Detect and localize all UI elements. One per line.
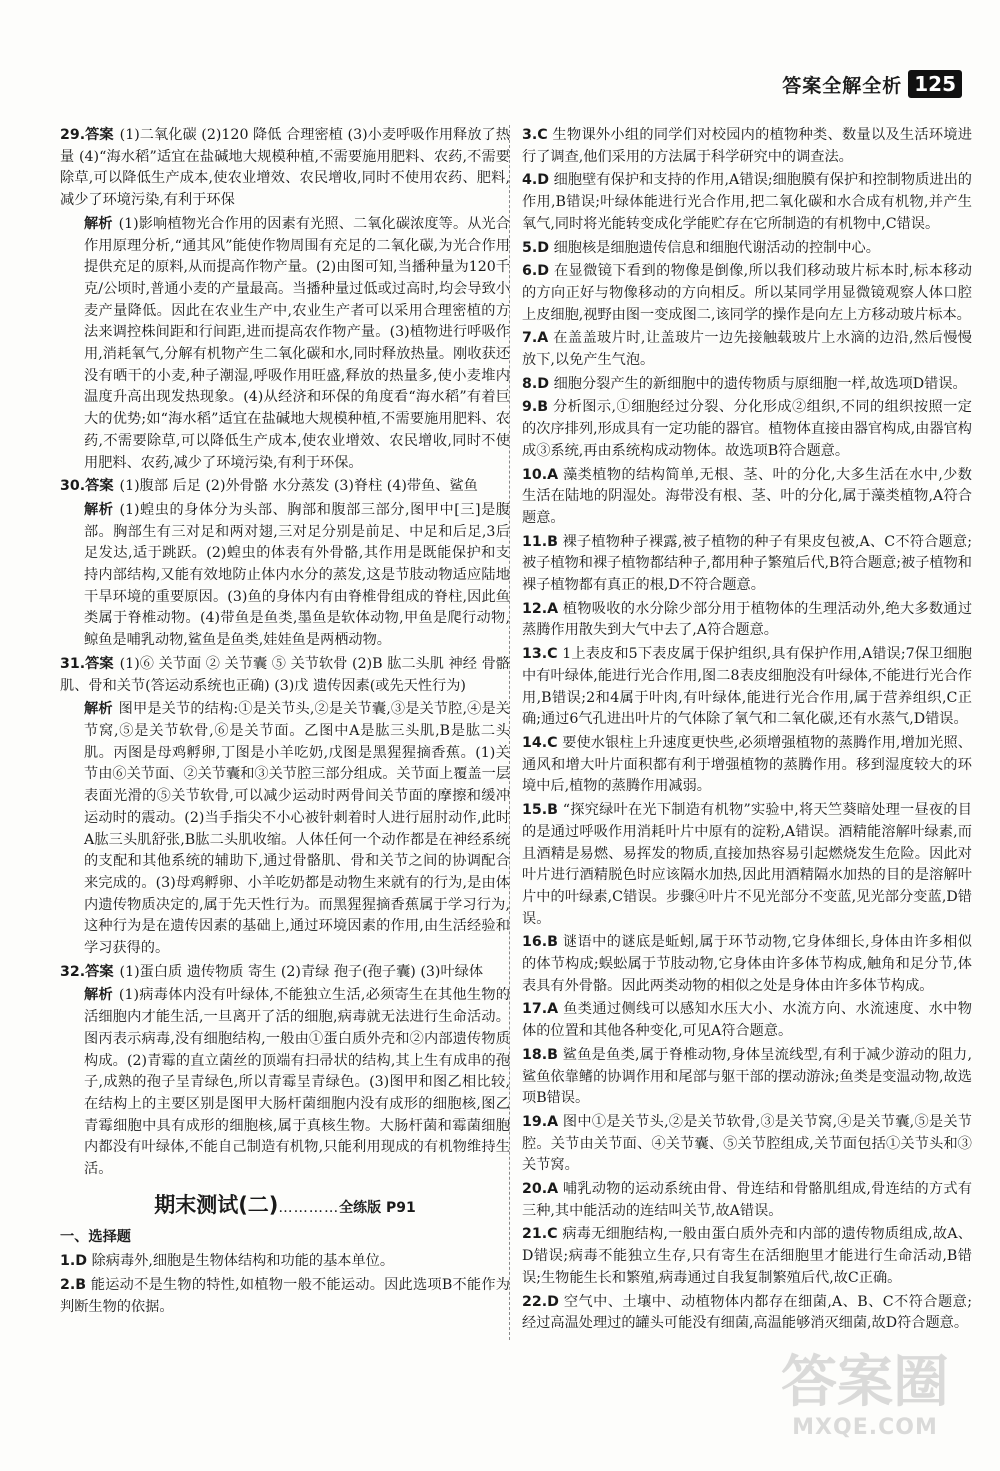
answer-label: 答案 bbox=[85, 127, 114, 143]
choice-number: 13.C bbox=[522, 646, 558, 663]
choice-number: 8.D bbox=[522, 375, 550, 392]
answer-entry bbox=[60, 962, 510, 984]
choice-entry bbox=[522, 644, 972, 731]
choice-number: 19.A bbox=[522, 1113, 559, 1130]
choice-number: 16.B bbox=[522, 934, 558, 951]
choice-entry bbox=[522, 932, 972, 997]
choice-text: 生物课外小组的同学们对校园内的植物种类、数量以及生活环境进行了调查,他们采用的方法属于科学研究中的调查法。 bbox=[522, 127, 972, 165]
choice-entry bbox=[522, 1045, 972, 1110]
choice-number: 17.A bbox=[522, 1001, 559, 1018]
choice-number: 9.B bbox=[522, 399, 549, 416]
choice-number: 4.D bbox=[522, 172, 550, 189]
choice-entry bbox=[522, 261, 972, 326]
choice-text: 植物吸收的水分除少部分用于植物体的生理活动外,绝大多数通过蒸腾作用散失到大气中去了,A符合题意。 bbox=[522, 600, 973, 639]
question-number: 32. bbox=[60, 963, 86, 980]
entry-text: (1)蝗虫的身体分为头部、胸部和腹部三部分,图甲中[三]是腹部。胸部生有三对足和两对翅,三对足分别是前足、中足和后足,3后足发达,适于跳跃。(2)蝗虫的体表有外骨骼,其作用是既能保护和支持内部结构,又能有效地防止体内水分的蒸发,这是节肢动物适应陆地干旱环境的重要原因。(3)鱼的身体内有由脊椎骨组成的脊柱,因此鱼类属于脊椎动物。(4)带鱼是鱼类,墨鱼是软体动物,甲鱼是爬行动物,鲸鱼是哺乳动物,鲨鱼是鱼类,娃娃鱼是两栖动物。 bbox=[84, 501, 510, 649]
choice-entry bbox=[522, 800, 972, 930]
choice-text: 谜语中的谜底是蚯蚓,属于环节动物,它身体细长,身体由许多相似的体节构成;蜈蚣属于节肢动物,它身体由许多体节构成,触角和足分节,体表具有外骨骼。因此两类动物的相似之处是身体由许多体节构成。 bbox=[522, 934, 972, 994]
choice-entry bbox=[522, 238, 972, 260]
choice-entry bbox=[522, 532, 972, 597]
section-title: 一、选择题 bbox=[60, 1229, 131, 1246]
exam-title bbox=[60, 1192, 510, 1220]
choice-number: 21.C bbox=[522, 1226, 558, 1243]
page-number: 125 bbox=[908, 70, 962, 98]
choice-entry bbox=[522, 1179, 972, 1222]
left-column bbox=[60, 125, 510, 1320]
choice-number: 15.B bbox=[522, 802, 558, 819]
answer-entry bbox=[60, 214, 510, 474]
right-column bbox=[522, 125, 972, 1337]
choice-entry bbox=[522, 733, 972, 798]
answer-entry bbox=[60, 476, 510, 498]
choice-entry bbox=[522, 170, 972, 235]
answer-label: 答案 bbox=[85, 478, 114, 495]
choice-text: 要使水银柱上升速度更快些,必须增强植物的蒸腾作用,增加光照、通风和增大叶片面积都有利于增强植物的蒸腾作用。移到湿度较大的环境中后,植物的蒸腾作用减弱。 bbox=[522, 734, 972, 795]
analysis-label: 解析 bbox=[84, 215, 113, 232]
choice-entry bbox=[522, 328, 972, 371]
choice-entry bbox=[522, 599, 972, 642]
choice-entry bbox=[522, 374, 972, 396]
choice-number: 20.A bbox=[522, 1181, 559, 1198]
choice-number: 22.D bbox=[522, 1293, 559, 1310]
choice-entry bbox=[522, 397, 972, 462]
choice-number: 5.D bbox=[522, 239, 550, 256]
answer-entry bbox=[60, 125, 510, 212]
exam-title-text: 期末测试(二) bbox=[154, 1192, 279, 1217]
answer-entry bbox=[60, 500, 510, 652]
analysis-label: 解析 bbox=[84, 987, 113, 1004]
choice-number: 6.D bbox=[522, 263, 550, 280]
question-number: 29. bbox=[60, 127, 86, 143]
choice-text: 鱼类通过侧线可以感知水压大小、水流方向、水流速度、水中物体的位置和其他各种变化,可见A符合题意。 bbox=[522, 1001, 972, 1040]
watermark-url: MXQE.COM bbox=[792, 1415, 938, 1440]
answer-entry bbox=[60, 699, 510, 959]
choice-text: 在盖盖玻片时,让盖玻片一边先接触载玻片上水滴的边沿,然后慢慢放下,以免产生气泡。 bbox=[522, 330, 972, 369]
choice-text: 1上表皮和5下表皮属于保护组织,具有保护作用,A错误;7保卫细胞中有叶绿体,能进行光合作用,图二8表皮细胞没有叶绿体,不能进行光合作用,B错误;2和4属于叶肉,有叶绿体,能进行光合作用,属于营养组织,C正确;通过6气孔进出叶片的气体除了氧气和二氧化碳,还有水蒸气,D错误。 bbox=[522, 646, 972, 728]
choice-text: 分析图示,①细胞经过分裂、分化形成②组织,不同的组织按照一定的次序排列,形成具有一定功能的器官。植物体直接由器官构成,由器官构成③系统,再由系统构成动物体。故选项B符合题意。 bbox=[522, 399, 972, 459]
choice-entry bbox=[522, 1224, 972, 1289]
choice-number: 11.B bbox=[522, 533, 558, 550]
entry-text: (1)影响植物光合作用的因素有光照、二氧化碳浓度等。从光合作用原理分析,“通其风”能使作物周围有充足的二氧化碳,为光合作用提供充足的原料,从而提高作物产量。(2)由图可知,当播种量为120千克/公顷时,普通小麦的产量最高。当播种量过低或过高时,均会导致小麦产量降低。因此在农业生产中,农业生产者可以采用合理密植的方法来调控株间距和行间距,进而提高农作物产量。(3)植物进行呼吸作用,消耗氧气,分解有机物产生二氧化碳和水,同时释放热量。刚收获还没有晒干的小麦,种子潮湿,呼吸作用旺盛,释放的热量多,使小麦堆内温度升高出现发热现象。(4)从经济和环保的角度看“海水稻”有着巨大的优势;如“海水稻”适宜在盐碱地大规模种植,不需要施用肥料、农药,不需要除草,可以降低生产成本,使农业增效、农民增收,同时不使用肥料、农药,减少了环境污染,有利于环保。 bbox=[84, 215, 510, 471]
answer-label: 答案 bbox=[85, 655, 114, 672]
choice-number: 3.C bbox=[522, 127, 548, 143]
analysis-label: 解析 bbox=[84, 701, 113, 718]
answer-label: 答案 bbox=[85, 963, 114, 980]
entry-text: (1)⑥ 关节面 ② 关节囊 ⑤ 关节软骨 (2)B 肱二头肌 神经 骨骼肌、骨和关节(答运动系统也正确) (3)戊 遗传因素(或先天性行为) bbox=[60, 655, 510, 694]
choice-text: 空气中、土壤中、动植物体内都存在细菌,A、B、C不符合题意;经过高温处理过的罐头可能没有细菌,高温能够消灭细菌,故D符合题意。 bbox=[522, 1293, 972, 1332]
choice-entry bbox=[60, 1251, 510, 1273]
choice-entry bbox=[522, 125, 972, 168]
choice-text: 鲨鱼是鱼类,属于脊椎动物,身体呈流线型,有利于减少游动的阻力,鲨鱼依靠鳍的协调作用和尾部与躯干部的摆动游泳;鱼类是变温动物,故选项B错误。 bbox=[522, 1046, 973, 1107]
choice-text: 藻类植物的结构简单,无根、茎、叶的分化,大多生活在水中,少数生活在陆地的阴湿处。海带没有根、茎、叶的分化,属于藻类植物,A符合题意。 bbox=[522, 466, 972, 526]
choice-entry bbox=[522, 1292, 972, 1335]
exam-title-dots: ………… bbox=[278, 1199, 340, 1216]
choice-entry bbox=[522, 1112, 972, 1177]
analysis-label: 解析 bbox=[84, 501, 114, 518]
question-number: 30. bbox=[60, 478, 86, 495]
choice-text: 裸子植物种子裸露,被子植物的种子有果皮包被,A、C不符合题意;被子植物和裸子植物都结种子,都用种子繁殖后代,B符合题意;被子植物和裸子植物都有真正的根,D不符合题意。 bbox=[522, 533, 972, 594]
entry-text: (1)二氧化碳 (2)120 降低 合理密植 (3)小麦呼吸作用释放了热量 (4)“海水稻”适宜在盐碱地大规模种植,不需要施用肥料、农药,不需要除草,可以降低生产成本,使农业增效、农民增收,同时不使用农药、肥料,减少了环境污染,有利于环保 bbox=[60, 127, 510, 209]
choice-text: 病毒无细胞结构,一般由蛋白质外壳和内部的遗传物质组成,故A、D错误;病毒不能独立生存,只有寄生在活细胞里才能进行生命活动,B错误;生物能生长和繁殖,病毒通过自我复制繁殖后代,故C正确。 bbox=[522, 1226, 972, 1286]
watermark bbox=[770, 1351, 960, 1451]
choice-number: 7.A bbox=[522, 330, 549, 347]
choice-text: 能运动不是生物的特性,如植物一般不能运动。因此选项B不能作为判断生物的依据。 bbox=[60, 1276, 510, 1315]
column-divider bbox=[509, 125, 510, 1340]
choice-text: 细胞壁有保护和支持的作用,A错误;细胞膜有保护和控制物质进出的作用,B错误;叶绿体能进行光合作用,把二氧化碳和水合成有机物,并产生氧气,同时将光能转变成化学能贮存在它所制造的有机物中,C错误。 bbox=[522, 172, 972, 232]
choice-text: 图中①是关节头,②是关节软骨,③是关节窝,④是关节囊,⑤是关节腔。关节由关节面、④关节囊、⑤关节腔组成,关节面包括①关节头和③关节窝。 bbox=[522, 1113, 972, 1174]
question-number: 31. bbox=[60, 655, 86, 672]
page-header bbox=[782, 70, 962, 98]
choice-number: 12.A bbox=[522, 600, 559, 617]
choice-number: 18.B bbox=[522, 1046, 558, 1063]
header-title: 答案全解全析 bbox=[782, 74, 903, 97]
answer-entry bbox=[60, 654, 510, 697]
choice-text: 细胞分裂产生的新细胞中的遗传物质与原细胞一样,故选项D错误。 bbox=[553, 375, 967, 392]
choice-number: 10.A bbox=[522, 466, 559, 483]
choice-number: 14.C bbox=[522, 734, 558, 751]
entry-text: (1)蛋白质 遗传物质 寄生 (2)青绿 孢子(孢子囊) (3)叶绿体 bbox=[119, 963, 484, 980]
entry-text: (1)病毒体内没有叶绿体,不能独立生活,必须寄生在其他生物的活细胞内才能生活,一旦离开了活的细胞,病毒就无法进行生命活动。图丙表示病毒,没有细胞结构,一般由①蛋白质外壳和②内部遗传物质构成。(2)青霉的直立菌丝的顶端有扫帚状的结构,其上生有成串的孢子,成熟的孢子呈青绿色,所以青霉呈青绿色。(3)图甲和图乙相比较,在结构上的主要区别是图甲大肠杆菌细胞内没有成形的细胞核,图乙青霉细胞中具有成形的细胞核,属于真核生物。大肠杆菌和霉菌细胞内都没有叶绿体,不能自己制造有机物,只能利用现成的有机物维持生活。 bbox=[84, 987, 510, 1178]
choice-entry bbox=[522, 999, 972, 1042]
choice-entry bbox=[522, 465, 972, 530]
entry-text: 图甲是关节的结构:①是关节头,②是关节囊,③是关节腔,④是关节窝,⑤是关节软骨,⑥是关节面。乙图中A是肱三头肌,B是肱二头肌。丙图是母鸡孵卵,丁图是小羊吃奶,戊图是黑猩猩摘香蕉。(1)关节由⑥关节面、②关节囊和③关节腔三部分组成。关节面上覆盖一层表面光滑的⑤关节软骨,可以减少运动时两骨间关节面的摩擦和缓冲运动时的震动。(2)当手指尖不小心被针刺着时人进行屈肘动作,此时A肱三头肌舒张,B肱二头肌收缩。人体任何一个动作都是在神经系统的支配和其他系统的辅助下,通过骨骼肌、骨和关节之间的协调配合来完成的。(3)母鸡孵卵、小羊吃奶都是动物生来就有的行为,是由体内遗传物质决定的,属于先天性行为。而黑猩猩摘香蕉属于学习行为,这种行为是在遗传因素的基础上,通过环境因素的作用,由生活经验和学习获得的。 bbox=[84, 701, 510, 957]
choice-text: “探究绿叶在光下制造有机物”实验中,将天竺葵暗处理一昼夜的目的是通过呼吸作用消耗叶片中原有的淀粉,A错误。酒精能溶解叶绿素,而且酒精是易燃、易挥发的物质,直接加热容易引起燃烧发生危险。因此对叶片进行酒精脱色时应该隔水加热,因此用酒精隔水加热的目的是溶解叶片中的叶绿素,C错误。步骤④叶片不见光部分不变蓝,见光部分变蓝,D错误。 bbox=[522, 802, 972, 927]
choice-number: 1.D bbox=[60, 1253, 88, 1270]
watermark-logo: 答案圈 bbox=[781, 1350, 949, 1415]
choice-text: 细胞核是细胞遗传信息和细胞代谢活动的控制中心。 bbox=[553, 239, 880, 256]
entry-text: (1)腹部 后足 (2)外骨骼 水分蒸发 (3)脊柱 (4)带鱼、鲨鱼 bbox=[119, 478, 478, 495]
choice-entry bbox=[60, 1275, 510, 1318]
choice-text: 在显微镜下看到的物像是倒像,所以我们移动玻片标本时,标本移动的方向正好与物像移动的方向相反。所以某同学用显微镜观察人体口腔上皮细胞,视野由图一变成图二,该同学的操作是向左上方移动玻片标本。 bbox=[522, 263, 972, 323]
choice-text: 除病毒外,细胞是生物体结构和功能的基本单位。 bbox=[91, 1253, 395, 1270]
choice-number: 2.B bbox=[60, 1276, 87, 1293]
answer-entry bbox=[60, 985, 510, 1180]
choice-text: 哺乳动物的运动系统由骨、骨连结和骨骼肌组成,骨连结的方式有三种,其中能活动的连结叫关节,故A错误。 bbox=[522, 1181, 973, 1219]
exam-reference: 全练版 P91 bbox=[339, 1199, 416, 1216]
